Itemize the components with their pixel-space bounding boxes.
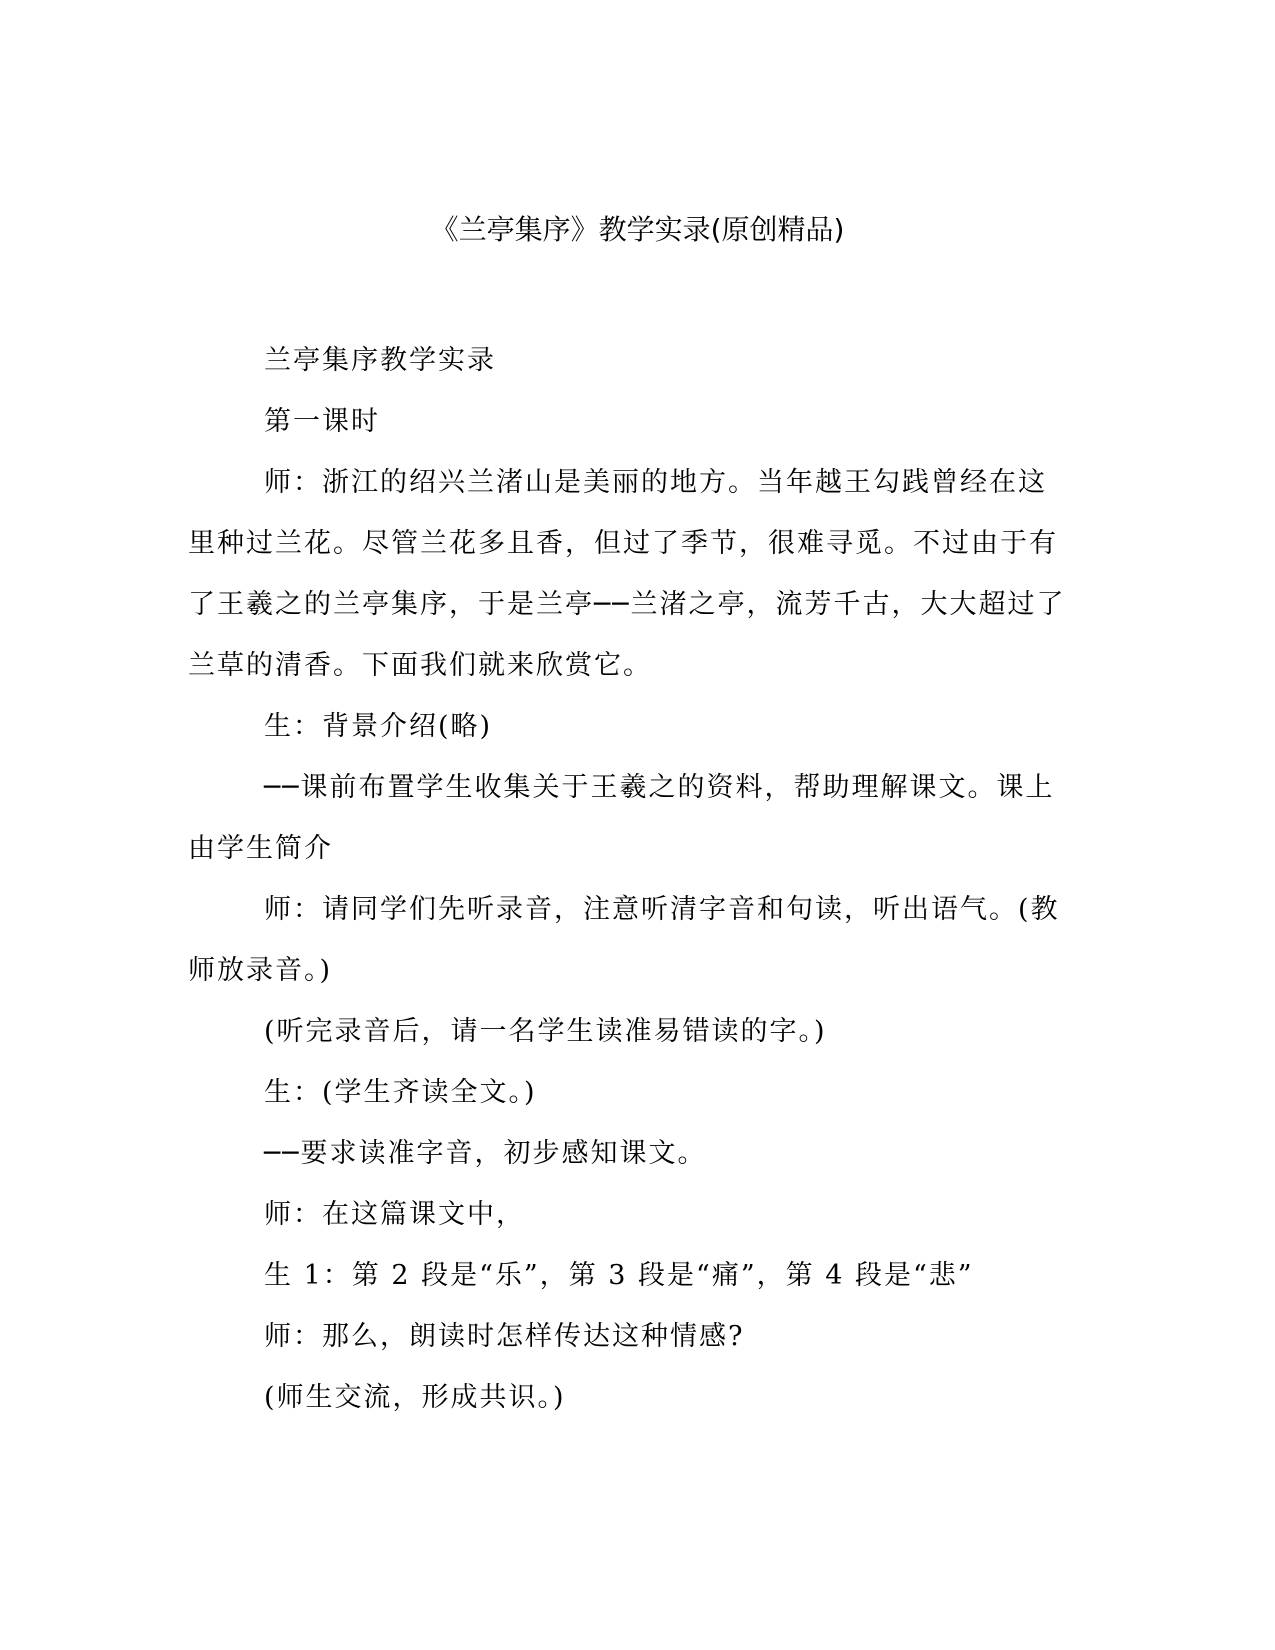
paragraph-student-reading: 生：(学生齐读全文。) <box>264 1077 537 1108</box>
paragraph-teacher-question: 师：在这篇课文中， <box>264 1199 525 1230</box>
paragraph-teacher-intro: 师：浙江的绍兴兰渚山是美丽的地方。当年越王勾践曾经在这里种过兰花。尽管兰花多且香，但过了季节，很难寻觅。不过由于有了王羲之的兰亭集序，于是兰亭──兰渚之亭，流芳千古，大大超过了兰草的清香。下面我们就来欣赏它。 <box>188 467 1066 681</box>
paragraph-note-materials: ──课前布置学生收集关于王羲之的资料，帮助理解课文。课上由学生简介 <box>188 772 1055 864</box>
document-body <box>188 330 1073 1428</box>
paragraph-heading: 兰亭集序教学实录 <box>264 345 496 376</box>
paragraph-lesson: 第一课时 <box>264 406 380 437</box>
paragraph-teacher-followup: 师：那么，朗读时怎样传达这种情感? <box>264 1321 745 1352</box>
paragraph-student-background: 生：背景介绍(略) <box>264 711 493 742</box>
paragraph-teacher-recording: 师：请同学们先听录音，注意听清字音和句读，听出语气。(教师放录音。) <box>188 894 1060 986</box>
document-title: 《兰亭集序》教学实录(原创精品) <box>430 213 845 246</box>
paragraph-note-pronunciation: ──要求读准字音，初步感知课文。 <box>264 1138 707 1169</box>
paragraph-student-answer: 生 1：第 2 段是“乐”，第 3 段是“痛”，第 4 段是“悲” <box>264 1260 974 1291</box>
paragraph-discussion: (师生交流，形成共识。) <box>264 1382 566 1413</box>
paragraph-after-recording: (听完录音后，请一名学生读准易错读的字。) <box>264 1016 827 1047</box>
